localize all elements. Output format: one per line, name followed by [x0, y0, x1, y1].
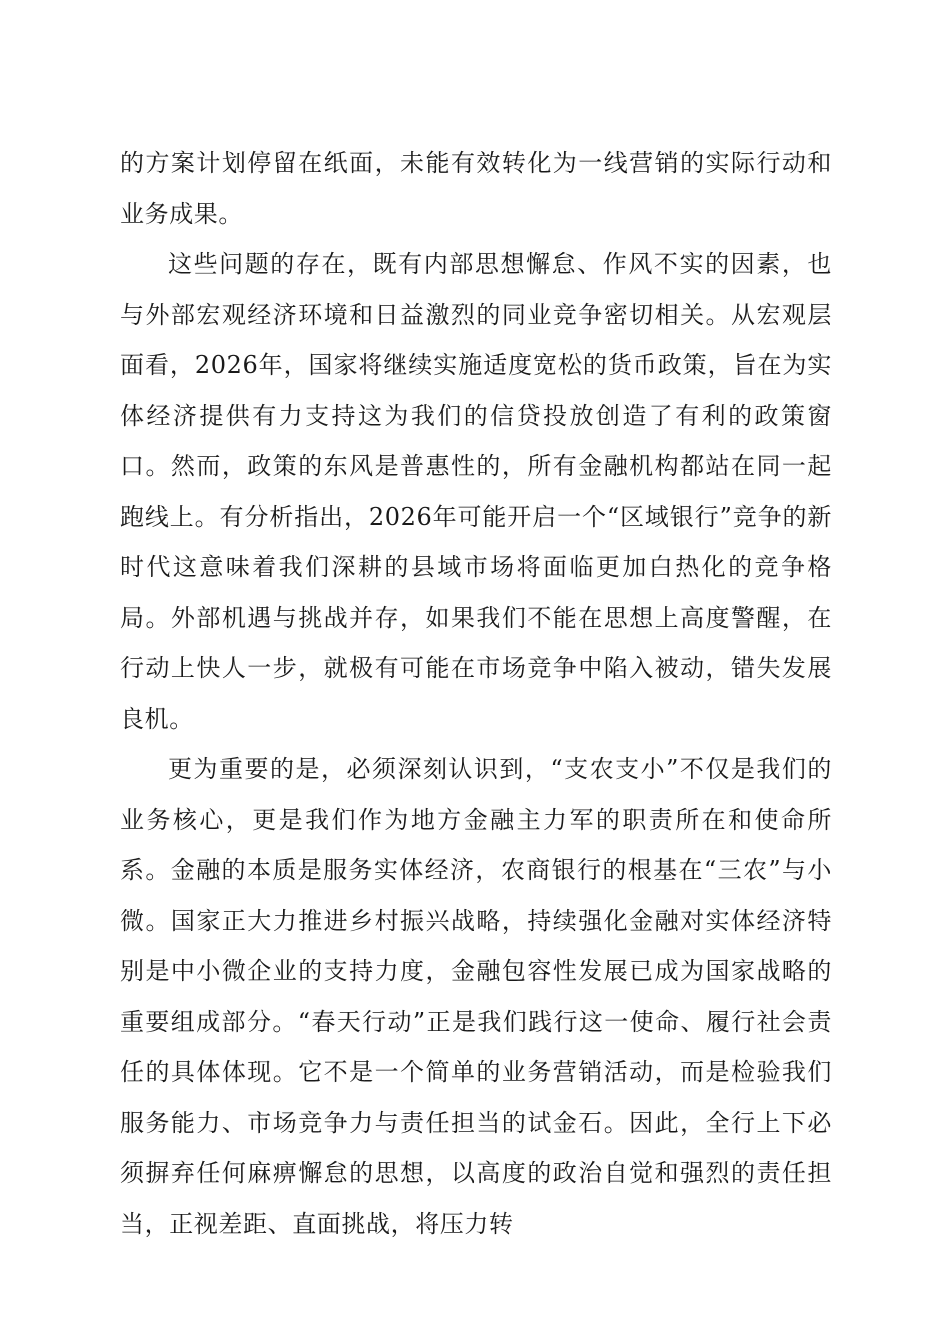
paragraph-problems-analysis: 这些问题的存在，既有内部思想懈怠、作风不实的因素，也与外部宏观经济环境和日益激烈的同业竞争密切相关。从宏观层面看，2026年，国家将继续实施适度宽松的货币政策，旨在为实体经济提供有力支持这为我们的信贷投放创造了有利的政策窗口。然而，政策的东风是普惠性的，所有金融机构都站在同一起跑线上。有分析指出，2026年可能开启一个“区域银行”竞争的新时代这意味着我们深耕的县域市场将面临更加白热化的竞争格局。外部机遇与挑战并存，如果我们不能在思想上高度警醒，在行动上快人一步，就极有可能在市场竞争中陷入被动，错失发展良机。 [120, 250, 832, 733]
paragraph-mission-responsibility: 更为重要的是，必须深刻认识到，“支农支小”不仅是我们的业务核心，更是我们作为地方金融主力军的职责所在和使命所系。金融的本质是服务实体经济，农商银行的根基在“三农”与小微。国家正大力推进乡村振兴战略，持续强化金融对实体经济特别是中小微企业的支持力度，金融包容性发展已成为国家战略的重要组成部分。“春天行动”正是我们践行这一使命、履行社会责任的具体体现。它不是一个简单的业务营销活动，而是检验我们服务能力、市场竞争力与责任担当的试金石。因此，全行上下必须摒弃任何麻痹懈怠的思想，以高度的政治自觉和强烈的责任担当，正视差距、直面挑战，将压力转 [120, 755, 832, 1238]
body-text [120, 138, 832, 1249]
paragraph-continuation: 的方案计划停留在纸面，未能有效转化为一线营销的实际行动和业务成果。 [120, 149, 832, 228]
